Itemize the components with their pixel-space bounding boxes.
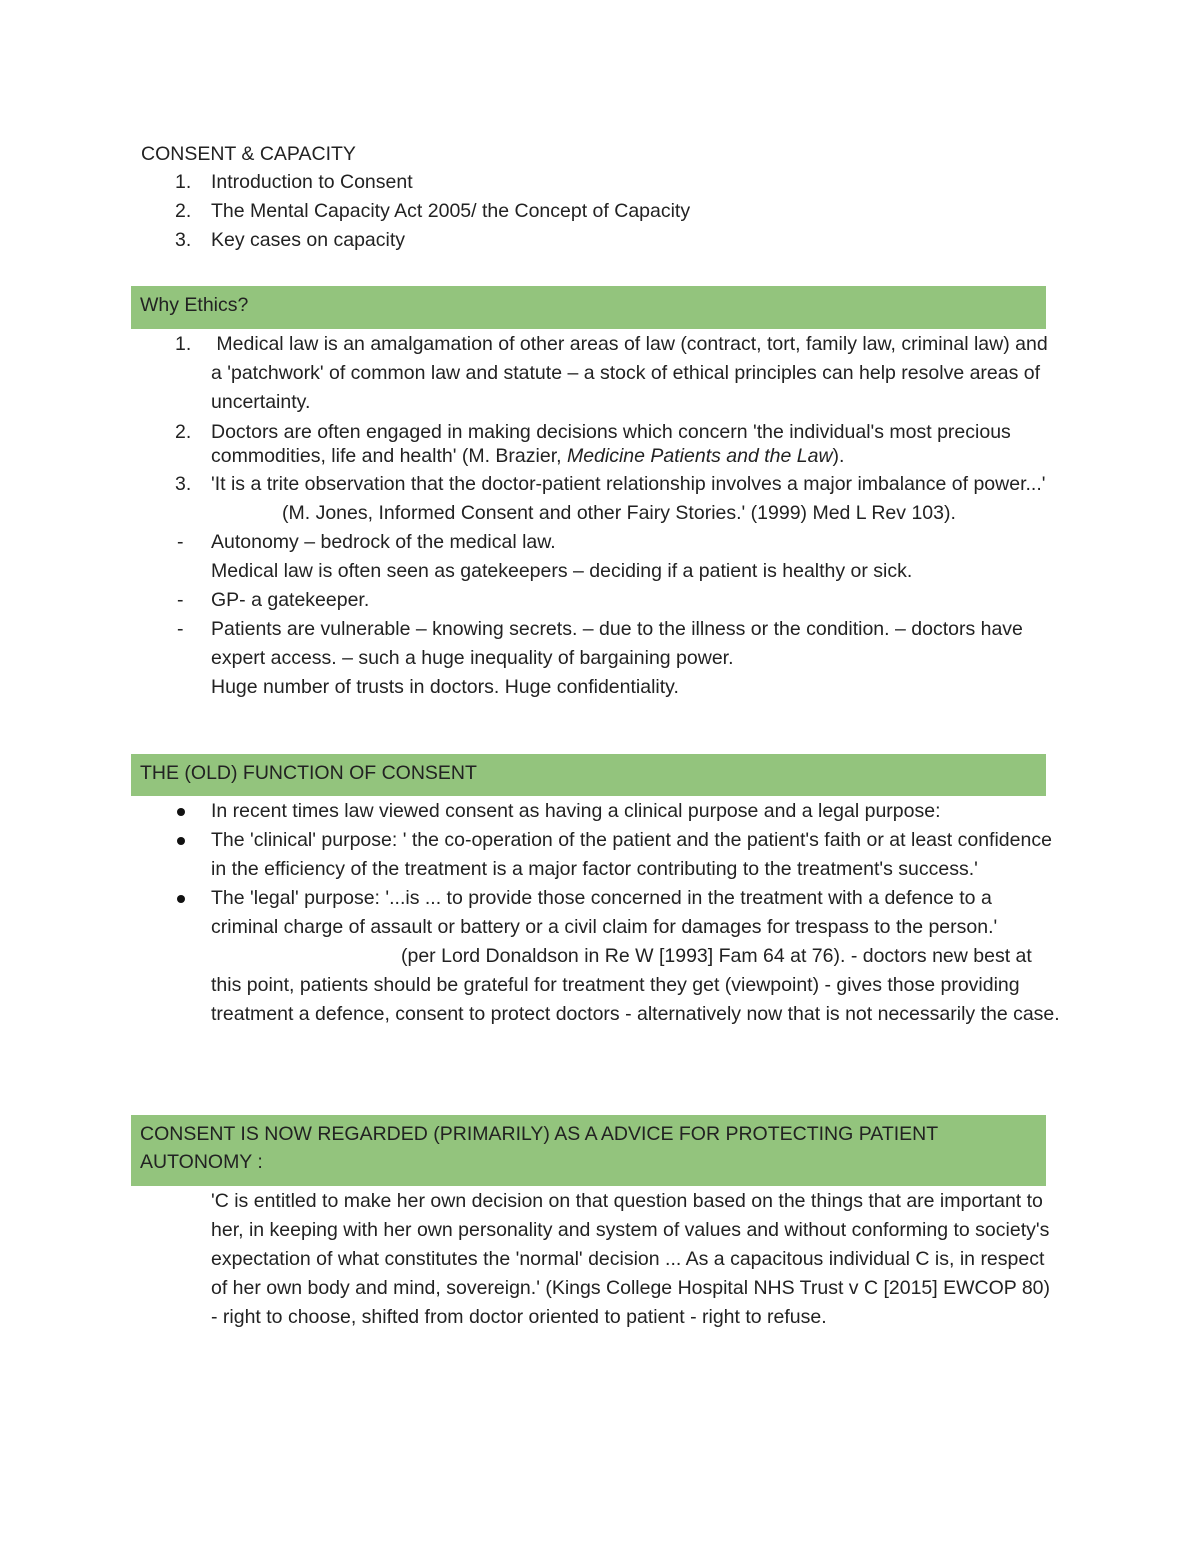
list-item <box>0 528 1061 557</box>
citation-text: (M. Jones, Informed Consent and other Fairy Stories.' (1999) Med L Rev 103). <box>282 502 956 524</box>
section-old-function <box>0 797 1200 1029</box>
list-item <box>0 615 1061 673</box>
bullet-item <box>0 826 1061 884</box>
list-item-text-end: ). <box>832 445 845 467</box>
bullet-item-text: In recent times law viewed consent as having a clinical purpose and a legal purpose: <box>211 800 941 822</box>
list-item <box>0 417 1061 470</box>
section-heading-old-function: THE (OLD) FUNCTION OF CONSENT <box>131 754 1046 796</box>
toc-item-text: Key cases on capacity <box>211 229 406 251</box>
table-of-contents <box>0 168 1200 255</box>
bullet-icon <box>177 837 185 845</box>
list-item <box>0 470 1061 499</box>
list-item <box>0 330 1061 417</box>
list-item-text: Patients are vulnerable – knowing secrets. – due to the illness or the condition. – doctors have expert access. – such a huge inequality of bargaining power. <box>211 618 1023 669</box>
dash-marker: - <box>177 531 184 553</box>
quote-paragraph: 'C is entitled to make her own decision on that question based on the things that are important to her, in keeping with her own personality and system of values and without conforming to society's expectation of what constitutes the 'normal' decision ... As a capacitous individual C is, in respect of her own body and mind, sovereign.' (Kings College Hospital NHS Trust v C [2015] EWCOP 80) - right to choose, shifted from doctor oriented to patient - right to refuse. <box>211 1190 1051 1328</box>
citation <box>0 499 1062 528</box>
list-number: 1. <box>175 333 192 355</box>
bullet-item-text: The 'legal' purpose: '...is ... to provide those concerned in the treatment with a defence to a criminal charge of assault or battery or a civil claim for damages for trespass to the person.' <box>211 887 998 938</box>
list-item-text: Medical law is an amalgamation of other areas of law (contract, tort, family law, criminal law) and a 'patchwork' of common law and statute – a stock of ethical principles can help resolve areas of uncertainty. <box>211 333 1054 413</box>
section-patient-autonomy <box>0 1187 1200 1332</box>
continuation-text: Medical law is often seen as gatekeepers – deciding if a patient is healthy or sick. <box>211 560 913 582</box>
list-number: 2. <box>175 421 192 443</box>
list-number: 3. <box>175 229 192 251</box>
list-item-text: Doctors are often engaged in making decisions which concern 'the individual's most precious commodities, life and health' (M. Brazier, <box>211 421 1011 467</box>
toc-item-text: Introduction to Consent <box>211 171 413 193</box>
bullet-item <box>0 884 1061 1029</box>
bullet-icon <box>177 895 185 903</box>
toc-item <box>0 197 1061 226</box>
toc-item <box>0 226 1061 255</box>
bullet-item <box>0 797 1061 826</box>
list-item-text: 'It is a trite observation that the doctor-patient relationship involves a major imbalance of power...' <box>211 473 1046 495</box>
section-heading-why-ethics: Why Ethics? <box>131 286 1046 329</box>
list-number: 1. <box>175 171 192 193</box>
list-number: 3. <box>175 473 192 495</box>
document-title: CONSENT & CAPACITY <box>141 143 356 165</box>
bullet-icon <box>177 808 185 816</box>
list-item-text: Autonomy – bedrock of the medical law. <box>211 531 556 553</box>
toc-item-text: The Mental Capacity Act 2005/ the Concept of Capacity <box>211 200 691 222</box>
section-heading-patient-autonomy: CONSENT IS NOW REGARDED (PRIMARILY) AS A ADVICE FOR PROTECTING PATIENT AUTONOMY : <box>131 1115 1046 1186</box>
bullet-item-text-cont: (per Lord Donaldson in Re W [1993] Fam 64 at 76). - doctors new best at this point, patients should be grateful for treatment they get (viewpoint) - gives those providing treatment a defence, consent to protect doctors - alternatively now that is not necessarily the case. <box>211 945 1060 1025</box>
list-number: 2. <box>175 200 192 222</box>
book-title: Medicine Patients and the Law <box>566 445 833 467</box>
list-item-text: GP- a gatekeeper. <box>211 589 370 611</box>
continuation-text: Huge number of trusts in doctors. Huge confidentiality. <box>211 676 679 698</box>
toc-item <box>0 168 1061 197</box>
dash-marker: - <box>177 618 184 640</box>
dash-marker: - <box>177 589 184 611</box>
list-item <box>0 586 1061 615</box>
section-why-ethics <box>0 330 1200 702</box>
bullet-item-text: The 'clinical' purpose: ' the co-operation of the patient and the patient's faith or at least confidence in the efficiency of the treatment is a major factor contributing to the treatment's success.' <box>211 829 1052 880</box>
